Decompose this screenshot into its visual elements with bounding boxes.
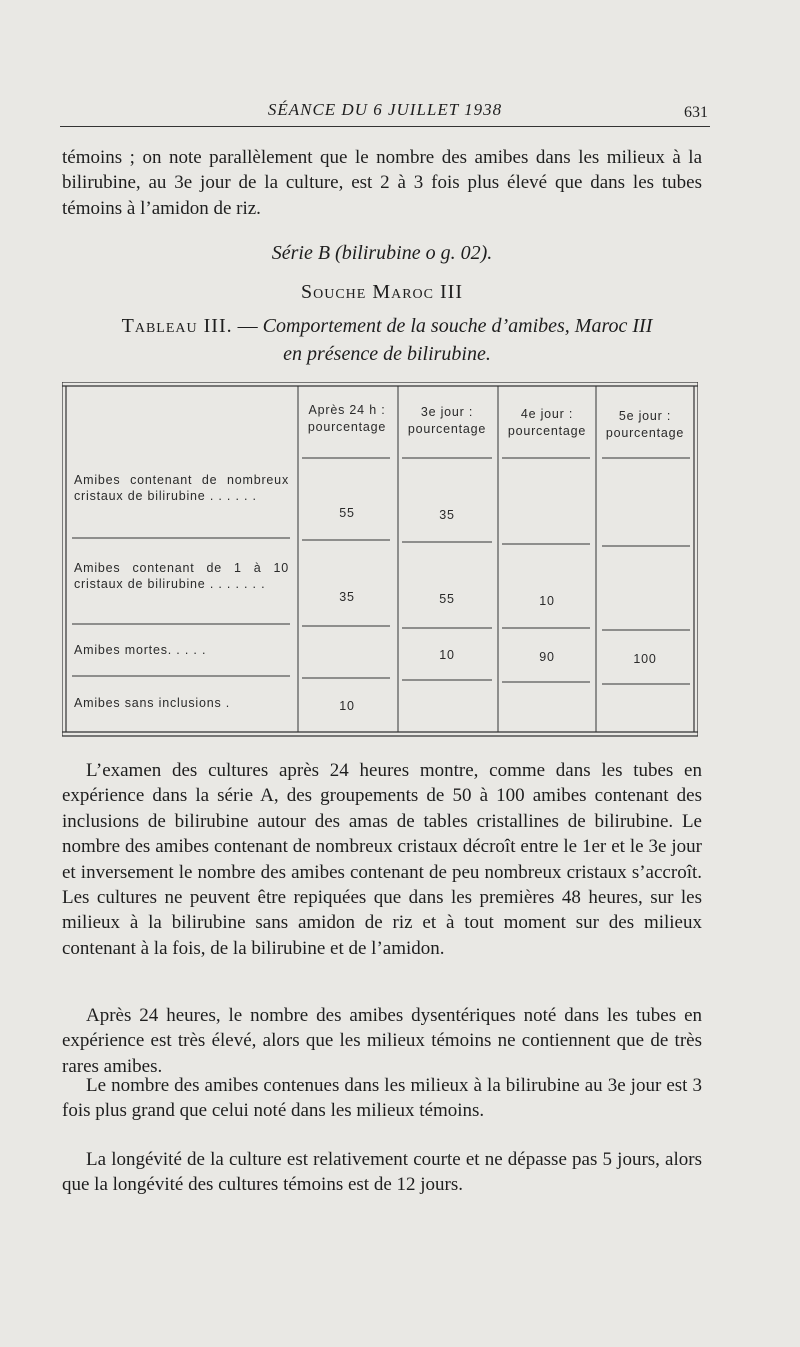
- table-title-dash: —: [237, 315, 258, 337]
- table-cell: 55: [339, 506, 355, 520]
- page-header: [60, 100, 710, 126]
- paragraph-apres-24h: Après 24 heures, le nombre des amibes dysentériques noté dans les tubes en expérience est très élevé, alors que les milieux témoins ne contiennent que de très rares amibes.: [62, 1005, 702, 1077]
- serie-heading: Série B (bilirubine o g. 02).: [271, 242, 493, 264]
- running-title: SÉANCE DU 6 JUILLET 1938: [267, 100, 503, 119]
- table-title-line1: Comportement de la souche d’amibes, Maroc III: [262, 315, 653, 337]
- row-label-amibes-mortes: Amibes mortes. . . . .: [74, 643, 207, 657]
- header-rule: [60, 126, 710, 127]
- paragraph-temoins: témoins ; on note parallèlement que le nombre des amibes dans les milieux à la bilirubine, au 3e jour de la culture, est 2 à 3 fois plus élevé que dans les tubes témoins à l’amidon de riz.: [62, 147, 702, 219]
- table-cell: 55: [439, 592, 455, 606]
- column-header-line1: 4e jour :: [520, 407, 574, 421]
- table-cell: 10: [439, 648, 455, 662]
- paragraph-nombre-3e-jour: Le nombre des amibes contenues dans les milieux à la bilirubine au 3e jour est 3 fois plus grand que celui noté dans les milieux témoins.: [62, 1075, 702, 1122]
- column-header-line1: Après 24 h :: [308, 403, 386, 417]
- paragraph-longevite: La longévité de la culture est relativement courte et ne dépasse pas 5 jours, alors que la longévité des cultures témoins est de 12 jours.: [62, 1149, 702, 1196]
- table-cell: 90: [539, 650, 555, 664]
- column-header-line2: pourcentage: [605, 426, 685, 440]
- table-cell: 10: [339, 699, 355, 713]
- table-cell: 100: [633, 652, 657, 666]
- table-title: [62, 312, 712, 368]
- column-header-3e-jour: [398, 404, 496, 438]
- table-cell: 35: [439, 508, 455, 522]
- column-header-5e-jour: [596, 408, 694, 442]
- column-header-line2: pourcentage: [307, 420, 387, 434]
- paragraph-examen: L’examen des cultures après 24 heures montre, comme dans les tubes en expérience dans la série A, des groupements de 50 à 100 amibes contenant des inclusions de bilirubine autour des amas de tables cristallines de bilirubine. Le nombre des amibes contenant de nombreux cristaux décroît entre le 1er et le 3e jour et inversement le nombre des amibes contenant de peu nombreux cristaux s’accroît. Les cultures ne peuvent être repiquées que dans les premières 48 heures, sur les milieux à la bilirubine sans amidon de riz et à tout moment sur des milieux contenant à la fois, de la bilirubine et de l’amidon.: [62, 760, 702, 959]
- table-label: Tableau III.: [121, 315, 233, 337]
- column-header-4e-jour: [498, 406, 596, 440]
- row-label-1-a-10-cristaux: Amibes contenant de 1 à 10 cristaux de bilirubine . . . . . . .: [74, 561, 289, 591]
- table-cell: 10: [539, 594, 555, 608]
- data-table: [62, 382, 698, 737]
- column-header-line2: pourcentage: [407, 422, 487, 436]
- page-number: 631: [684, 104, 708, 121]
- column-header-line1: 3e jour :: [420, 405, 474, 419]
- row-label-nombreux-cristaux: Amibes contenant de nombreux cristaux de bilirubine . . . . . .: [74, 473, 289, 503]
- column-header-line2: pourcentage: [507, 424, 587, 438]
- table-title-line2: en présence de bilirubine.: [283, 343, 491, 365]
- row-label-sans-inclusions: Amibes sans inclusions .: [74, 696, 231, 710]
- souche-heading: Souche Maroc III: [300, 281, 463, 303]
- table-cell: 35: [339, 590, 355, 604]
- column-header-24h: [298, 402, 396, 436]
- column-header-line1: 5e jour :: [618, 409, 672, 423]
